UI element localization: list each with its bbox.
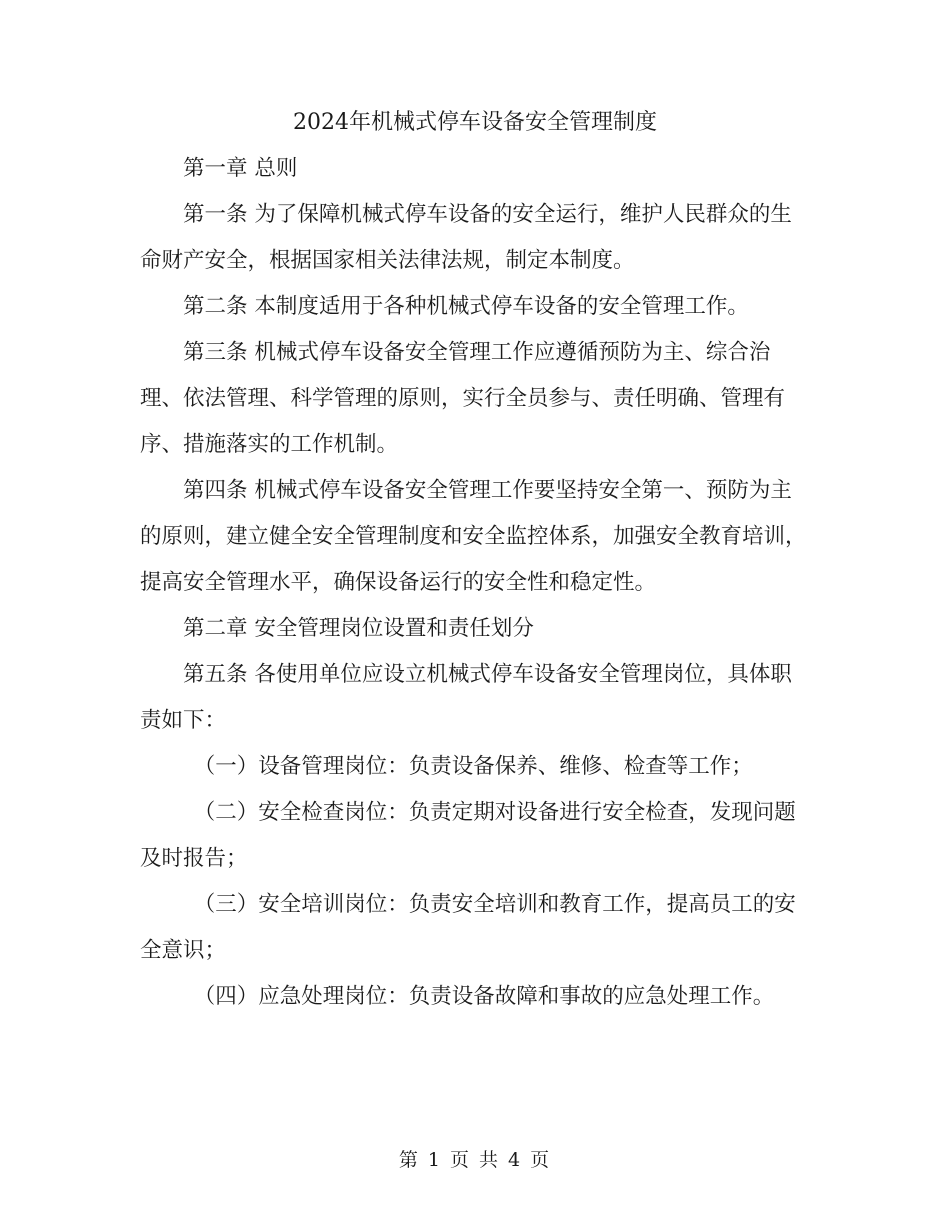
- article-5: 第五条 各使用单位应设立机械式停车设备安全管理岗位，具体职责如下：: [140, 662, 792, 733]
- list-item-4: （四）应急处理岗位：负责设备故障和事故的应急处理工作。: [193, 984, 775, 1009]
- article-4: 第四条 机械式停车设备安全管理工作要坚持安全第一、预防为主的原则，建立健全安全管理制度和安全监控体系，加强安全教育培训，提高安全管理水平，确保设备运行的安全性和稳定性。: [140, 478, 807, 595]
- list-item-2: （二）安全检查岗位：负责定期对设备进行安全检查，发现问题及时报告；: [140, 800, 796, 871]
- list-item-1: （一）设备管理岗位：负责设备保养、维修、检查等工作；: [193, 754, 753, 779]
- chapter-heading-1: 第一章 总则: [183, 156, 298, 181]
- document-title: 2024年机械式停车设备安全管理制度: [293, 110, 657, 135]
- article-2: 第二条 本制度适用于各种机械式停车设备的安全管理工作。: [183, 294, 749, 319]
- document-body: [140, 100, 810, 1020]
- article-3: 第三条 机械式停车设备安全管理工作应遵循预防为主、综合治理、依法管理、科学管理的原则，实行全员参与、责任明确、管理有序、措施落实的工作机制。: [140, 340, 786, 457]
- article-1: 第一条 为了保障机械式停车设备的安全运行，维护人民群众的生命财产安全，根据国家相关法律法规，制定本制度。: [140, 202, 792, 273]
- chapter-heading-2: 第二章 安全管理岗位设置和责任划分: [183, 616, 534, 641]
- list-item-3: （三）安全培训岗位：负责安全培训和教育工作，提高员工的安全意识；: [140, 892, 796, 963]
- page-number-footer: 第 1 页 共 4 页: [398, 1149, 552, 1171]
